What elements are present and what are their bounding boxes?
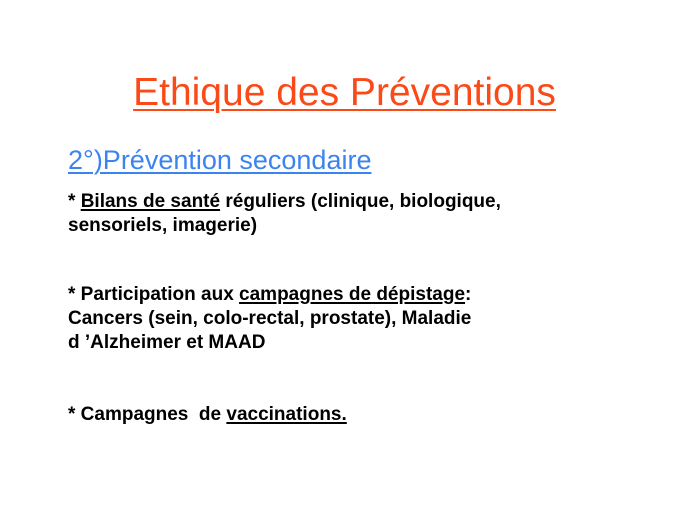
bullet-text: réguliers (clinique, biologique, (220, 191, 501, 212)
bullet-line: sensoriels, imagerie) (68, 215, 258, 236)
bullet-line (68, 190, 501, 214)
bullet-line: d ’Alzheimer et MAAD (68, 332, 266, 353)
bullet-health-checkups (68, 190, 501, 238)
slide-subtitle: 2°)Prévention secondaire (68, 145, 372, 175)
underlined-term: vaccinations. (226, 404, 347, 425)
bullet-text: : (465, 284, 472, 305)
bullet-text: * Participation aux (68, 284, 240, 305)
bullet-vaccination-campaigns (68, 403, 347, 427)
underlined-term: Bilans de santé (80, 191, 221, 212)
slide-title: Ethique des Préventions (133, 71, 556, 114)
bullet-text: * Campagnes de (68, 404, 227, 425)
underlined-term: campagnes de dépistage (239, 284, 466, 305)
bullet-line: Cancers (sein, colo-rectal, prostate), Maladie (68, 308, 472, 329)
bullet-line (68, 283, 471, 307)
bullet-text: * (68, 191, 81, 212)
bullet-screening-campaigns (68, 283, 471, 355)
bullet-line (68, 403, 347, 427)
